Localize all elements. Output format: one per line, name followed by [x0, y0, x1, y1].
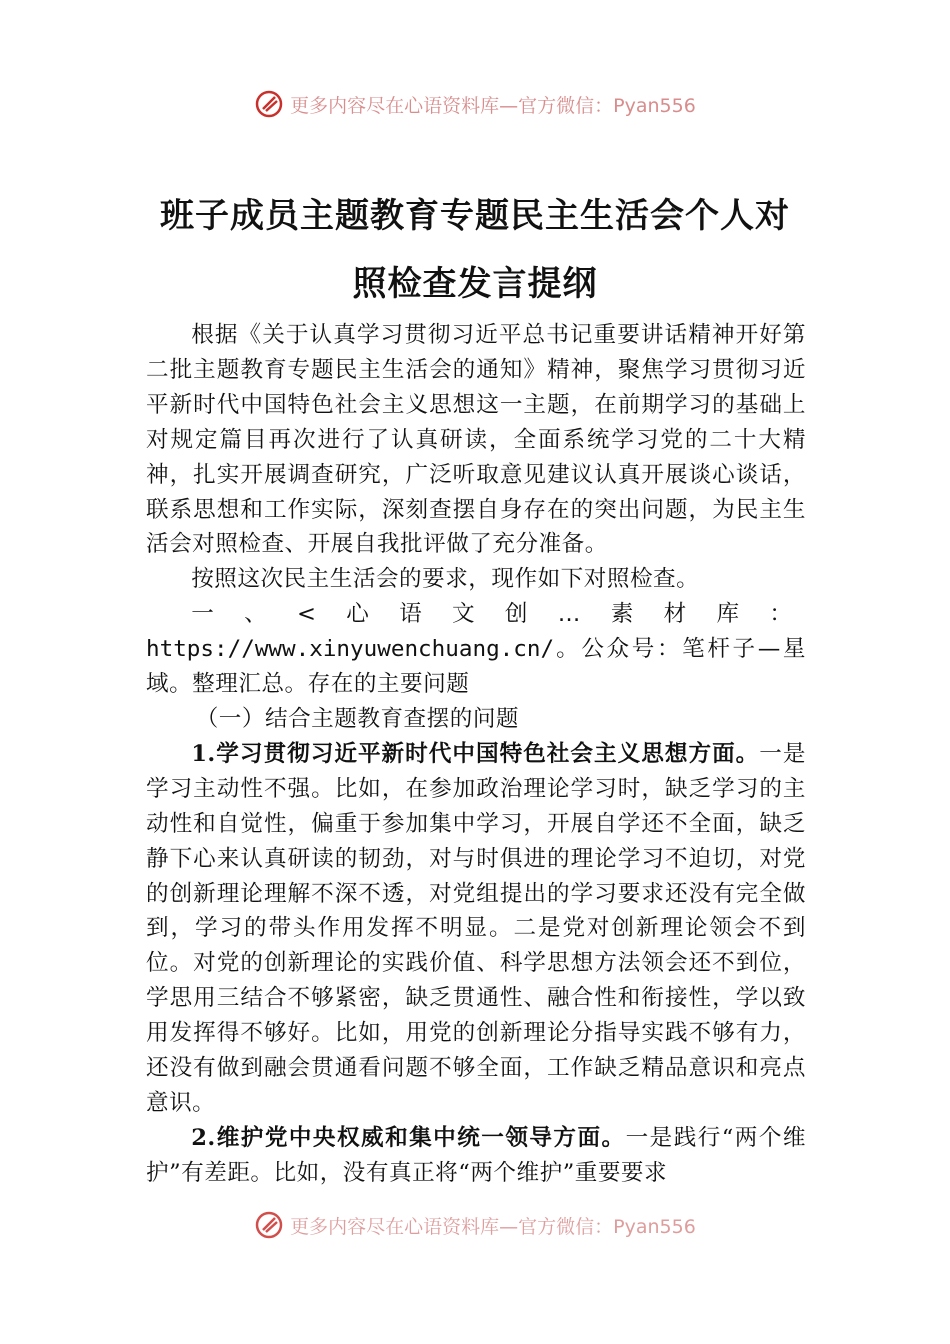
header-watermark	[0, 84, 950, 124]
section-heading-prefix: 一、<心语文创…素材库：	[191, 601, 806, 628]
document-title-line-1: 班子成员主题教育专题民主生活会个人对	[160, 196, 790, 236]
brand-logo-icon	[254, 89, 284, 119]
section-heading	[146, 597, 806, 702]
sub-heading: （一）结合主题教育查摆的问题	[195, 705, 520, 732]
item-1-title: 1.学习贯彻习近平新时代中国特色社会主义思想方面。	[191, 740, 760, 767]
footer-watermark	[0, 1205, 950, 1245]
section-heading-suffix: 。公众号：笔杆子—星域。整理汇总。存在的主要问题	[146, 636, 806, 698]
item-1-paragraph	[146, 737, 806, 1121]
document-title-line-2: 照检查发言提纲	[352, 264, 598, 304]
document-body	[146, 318, 806, 1191]
source-url: https://www.xinyuwenchuang.cn/	[146, 636, 555, 663]
item-2-title: 2.维护党中央权威和集中统一领导方面。	[191, 1124, 626, 1151]
item-2-paragraph	[146, 1121, 806, 1191]
intro-paragraph: 根据《关于认真学习贯彻习近平总书记重要讲话精神开好第二批主题教育专题民主生活会的通知》精神，聚焦学习贯彻习近平新时代中国特色社会主义思想这一主题，在前期学习的基础上对规定篇目再次进行了认真研读，全面系统学习党的二十大精神，扎实开展调查研究，广泛听取意见建议认真开展谈心谈话，联系思想和工作实际，深刻查摆自身存在的突出问题，为民主生活会对照检查、开展自我批评做了充分准备。	[146, 322, 806, 558]
watermark-text: 更多内容尽在心语资料库—官方微信：Pyan556	[290, 94, 696, 117]
watermark-text: 更多内容尽在心语资料库—官方微信：Pyan556	[290, 1215, 696, 1238]
item-2-text: 一是践行“两个维护”有差距。比如，没有真正将“两个维护”重要要求	[146, 1124, 806, 1186]
brand-logo-icon	[254, 1210, 284, 1240]
intro-paragraph-2: 按照这次民主生活会的要求，现作如下对照检查。	[191, 566, 700, 593]
item-1-text: 一是学习主动性不强。比如，在参加政治理论学习时，缺乏学习的主动性和自觉性，偏重于参加集中学习，开展自学还不全面，缺乏静下心来认真研读的韧劲，对与时俱进的理论学习不迫切，对党的创新理论理解不深不透，对党组提出的学习要求还没有完全做到，学习的带头作用发挥不明显。二是党对创新理论领会不到位。对党的创新理论的实践价值、科学思想方法领会还不到位，学思用三结合不够紧密，缺乏贯通性、融合性和衔接性，学以致用发挥得不够好。比如，用党的创新理论分指导实践不够有力，还没有做到融会贯通看问题不够全面，工作缺乏精品意识和亮点意识。	[146, 740, 806, 1116]
